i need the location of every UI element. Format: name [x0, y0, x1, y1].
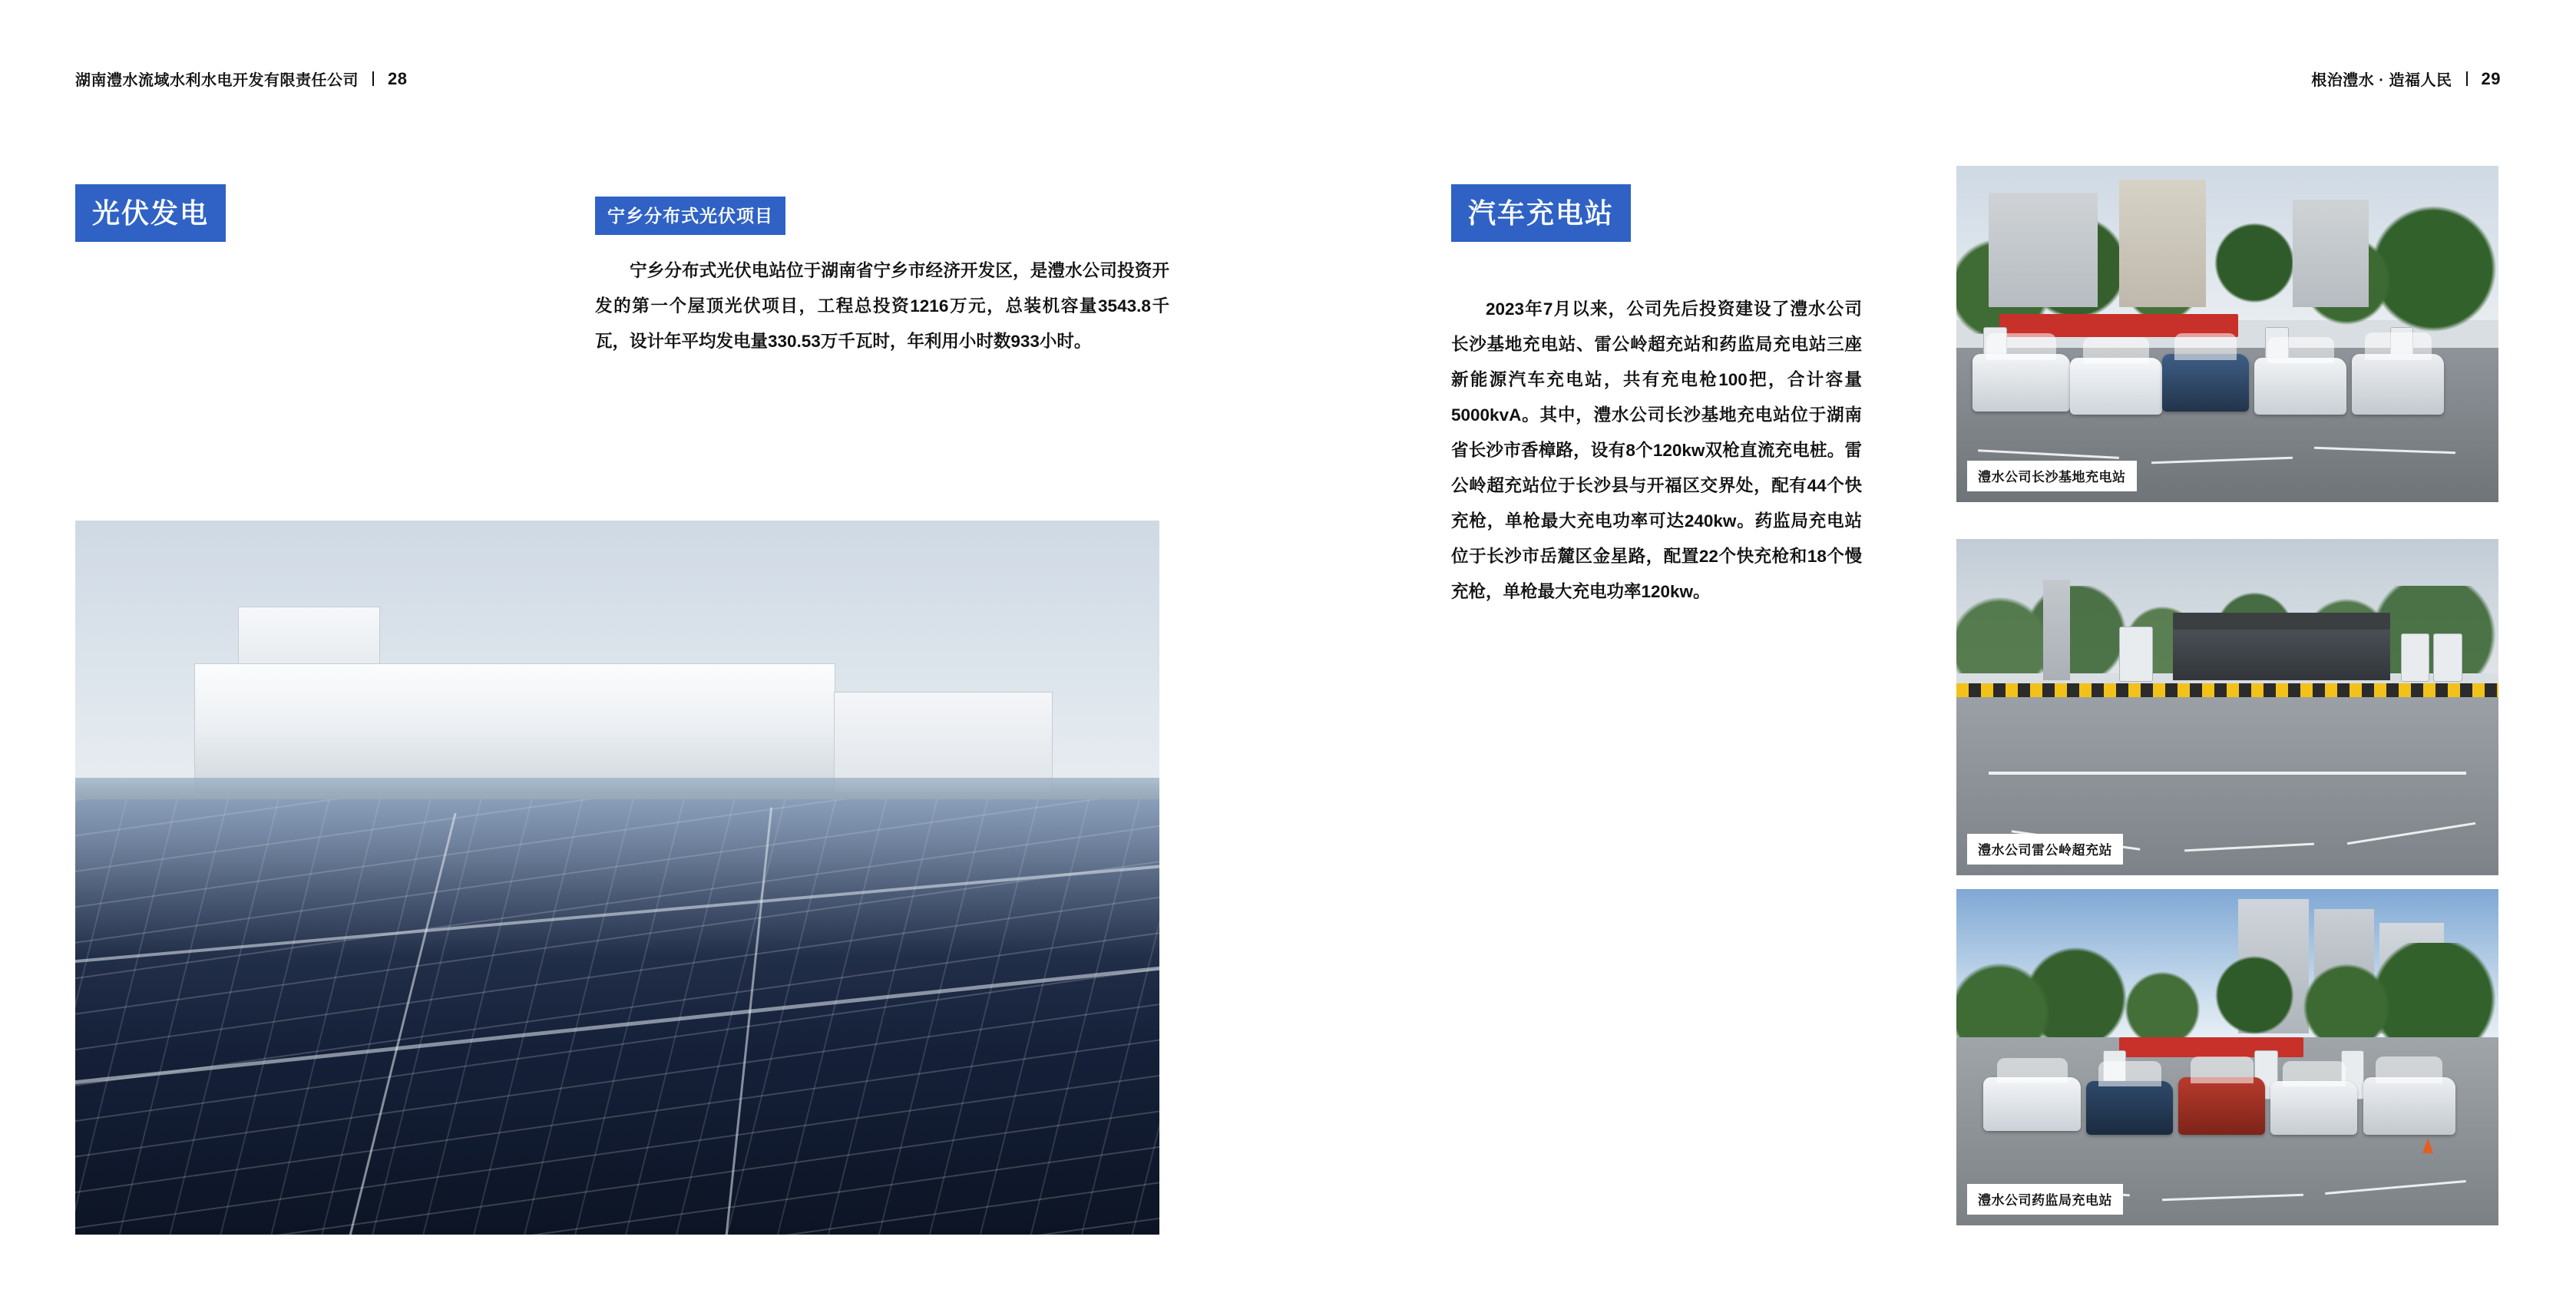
body-text-ningxiang: [595, 253, 1169, 359]
photo-canopy-roof: [2173, 613, 2389, 630]
photo-caption: 澧水公司药监局充电站: [1967, 1184, 2123, 1215]
photo-drug-administration-station: [1956, 889, 2498, 1225]
body-text-charging-station-paragraph: 2023年7月以来，公司先后投资建设了澧水公司长沙基地充电站、雷公岭超充站和药监局充电站三座新能源汽车充电站，共有充电枪100把，合计容量5000kvA。其中，澧水公司长沙基地充电站位于湖南省长沙市香樟路，设有8个120kw双枪直流充电桩。雷公岭超充站位于长沙县与开福区交界处，配有44个快充枪，单枪最大充电功率可达240kw。药监局充电站位于长沙市岳麓区金星路，配置22个快充枪和18个慢充枪，单枪最大充电功率120kw。: [1451, 299, 1862, 601]
photo-charger-post: [2401, 633, 2429, 682]
photo-car: [2070, 358, 2162, 415]
running-header-left: [75, 68, 407, 90]
photo-leigongling-supercharger: [1956, 539, 2498, 875]
page-number-right: 29: [2481, 68, 2501, 88]
photo-car: [2162, 354, 2249, 411]
subsection-title-ningxiang: [595, 197, 785, 235]
photo-utility-tower: [2043, 580, 2070, 680]
photo-changsha-base-station: [1956, 166, 2498, 502]
running-header-right: [2311, 68, 2501, 90]
photo-building-main: [194, 663, 835, 793]
photo-charger-post: [2119, 627, 2153, 682]
photo-car: [1983, 1077, 2081, 1131]
photo-building: [2293, 200, 2369, 307]
photo-yellow-black-curb: [1956, 683, 2498, 697]
photo-station-building: [2173, 630, 2389, 680]
section-title-photovoltaic-label: 光伏发电: [92, 197, 210, 229]
running-header-left-text: 湖南澧水流域水利水电开发有限责任公司: [75, 72, 359, 89]
photo-building: [2119, 180, 2206, 307]
running-header-right-text: 根治澧水 · 造福人民: [2311, 72, 2452, 89]
photo-charger-post: [2433, 633, 2462, 682]
photo-traffic-cone: [2422, 1138, 2433, 1153]
photo-car: [2254, 358, 2346, 415]
photo-lane-marking: [1989, 772, 2465, 775]
section-title-charging-station-label: 汽车充电站: [1468, 197, 1615, 229]
photo-solar-rooftop: [75, 521, 1159, 1235]
subsection-title-ningxiang-label: 宁乡分布式光伏项目: [607, 206, 773, 226]
header-divider-right: [2466, 71, 2468, 86]
photo-car: [2086, 1081, 2173, 1135]
section-title-photovoltaic: [75, 184, 226, 242]
photo-building: [1989, 193, 2097, 307]
photo-car: [1973, 354, 2070, 411]
photo-caption: 澧水公司长沙基地充电站: [1967, 461, 2137, 491]
photo-car: [2178, 1077, 2265, 1134]
photo-caption: 澧水公司雷公岭超充站: [1967, 834, 2123, 865]
photo-car: [2270, 1081, 2357, 1135]
photo-trees: [1956, 943, 2498, 1043]
page-number-left: 28: [388, 68, 408, 88]
section-title-charging-station: [1451, 184, 1631, 242]
photo-car: [2363, 1077, 2455, 1134]
body-text-charging-station: [1451, 292, 1862, 610]
header-divider-left: [372, 71, 374, 86]
body-text-ningxiang-paragraph: 宁乡分布式光伏电站位于湖南省宁乡市经济开发区，是澧水公司投资开发的第一个屋顶光伏项目，工程总投资1216万元，总装机容量3543.8千瓦，设计年平均发电量330.53万千瓦时，年利用小时数933小时。: [595, 261, 1169, 351]
photo-glare: [75, 799, 1159, 957]
photo-car: [2352, 354, 2444, 415]
